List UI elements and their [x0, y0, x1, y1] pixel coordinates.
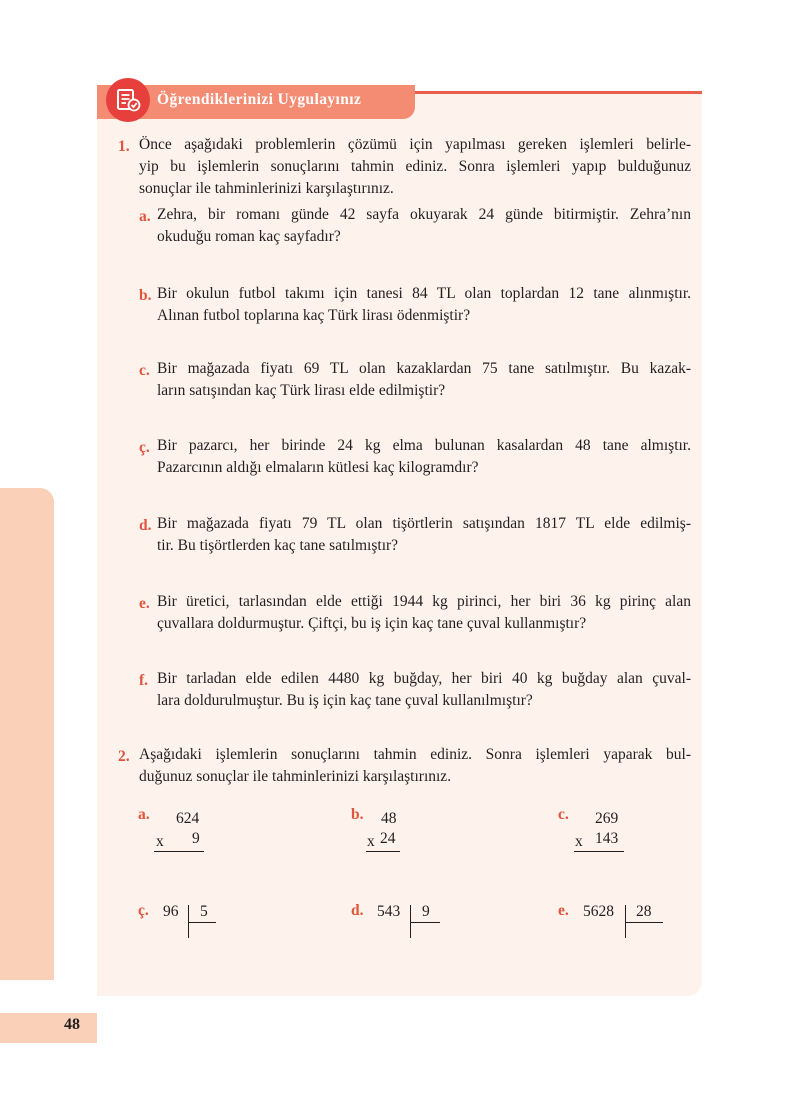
mult-b-underline: [366, 851, 400, 852]
text-line: Aşağıdaki işlemlerin sonuçlarını tahmin ediniz. Sonra işlemleri yaparak bul-: [139, 746, 691, 763]
text-line: Bir okulun futbol takımı için tanesi 84 TL olan toplardan 12 tane alınmıştır.: [157, 285, 691, 302]
item-label: f.: [139, 672, 149, 689]
question-1-number: 1.: [118, 138, 130, 155]
page-number-box: [0, 1013, 97, 1043]
text-line: lara doldurulmuştur. Bu iş için kaç tane çuval kullanılmıştır?: [157, 692, 533, 709]
question-2-number: 2.: [118, 748, 130, 765]
text-line: tir. Bu tişörtlerden kaç tane satılmıştır?: [157, 537, 399, 554]
mult-c-top: 269: [595, 810, 619, 827]
text-line: Bir üretici, tarlasından elde ettiği 1944 kg pirinci, her biri 36 kg pirinç alan: [157, 593, 691, 610]
item-label: b.: [139, 287, 152, 304]
mult-b-bottom: 24: [380, 830, 396, 847]
text-line: Bir mağazada fiyatı 69 TL olan kazaklardan 75 tane satılmıştır. Bu kazak-: [157, 360, 691, 377]
text-line: ların satışından kaç Türk lirası elde edilmiştir?: [157, 382, 446, 399]
text-line: duğunuz sonuçlar ile tahminlerinizi karşılaştırınız.: [139, 768, 452, 785]
text-line: Bir tarladan elde edilen 4480 kg buğday, her biri 40 kg buğday alan çuval-: [157, 670, 691, 687]
mult-c-op: x: [575, 833, 583, 850]
div-e-divisor: 28: [636, 903, 652, 920]
mult-a-underline: [154, 851, 204, 852]
div-c-cedilla-label: ç.: [138, 902, 149, 919]
text-line: Bir pazarcı, her birinde 24 kg elma bulunan kasalardan 48 tane almıştır.: [157, 437, 691, 454]
text-line: sonuçlar ile tahminlerinizi karşılaştırınız.: [139, 180, 394, 197]
header-rule: [400, 91, 702, 94]
div-d-line: [410, 922, 440, 923]
item-label: c.: [139, 362, 150, 379]
mult-c-label: c.: [558, 806, 569, 823]
item-label: d.: [139, 517, 152, 534]
text-line: Önce aşağıdaki problemlerin çözümü için yapılması gereken işlemleri belirle-: [139, 136, 691, 153]
text-line: Alınan futbol toplarına kaç Türk lirası ödenmiştir?: [157, 307, 471, 324]
div-e-label: e.: [558, 902, 569, 919]
mult-a-bottom: 9: [192, 830, 200, 847]
div-c-cedilla-dividend: 96: [163, 903, 179, 920]
text-line: Pazarcının aldığı elmaların kütlesi kaç kilogramdır?: [157, 459, 479, 476]
mult-a-op: x: [156, 833, 164, 850]
div-e-line: [625, 922, 663, 923]
text-line: Bir mağazada fiyatı 79 TL olan tişörtlerin satışından 1817 TL elde edilmiş-: [157, 515, 691, 532]
text-line: çuvallara doldurmuştur. Çiftçi, bu iş için kaç tane çuval kullanmıştır?: [157, 615, 587, 632]
item-label: a.: [139, 208, 151, 225]
div-d-label: d.: [351, 902, 364, 919]
mult-c-underline: [574, 851, 624, 852]
side-tab: [0, 488, 54, 980]
mult-b-top: 48: [381, 810, 397, 827]
text-line: yip bu işlemlerin sonuçlarını tahmin ediniz. Sonra işlemleri yapıp bulduğunuz: [139, 158, 691, 175]
mult-b-op: x: [367, 833, 375, 850]
page-number: 48: [64, 1016, 80, 1033]
mult-c-bottom: 143: [595, 830, 619, 847]
item-label: e.: [139, 595, 150, 612]
text-line: Zehra, bir romanı günde 42 sayfa okuyarak 24 günde bitirmiştir. Zehra’nın: [157, 206, 691, 223]
mult-a-top: 624: [176, 810, 200, 827]
div-d-divisor: 9: [422, 903, 430, 920]
div-c-cedilla-divisor: 5: [200, 903, 208, 920]
text-line: okuduğu roman kaç sayfadır?: [157, 228, 341, 245]
checklist-icon: [106, 78, 150, 122]
mult-b-label: b.: [351, 806, 364, 823]
div-e-dividend: 5628: [583, 903, 614, 920]
section-title: Öğrendiklerinizi Uygulayınız: [157, 91, 362, 108]
item-label: ç.: [139, 439, 150, 456]
div-c-cedilla-line: [188, 922, 216, 923]
div-d-dividend: 543: [377, 903, 401, 920]
mult-a-label: a.: [138, 806, 150, 823]
